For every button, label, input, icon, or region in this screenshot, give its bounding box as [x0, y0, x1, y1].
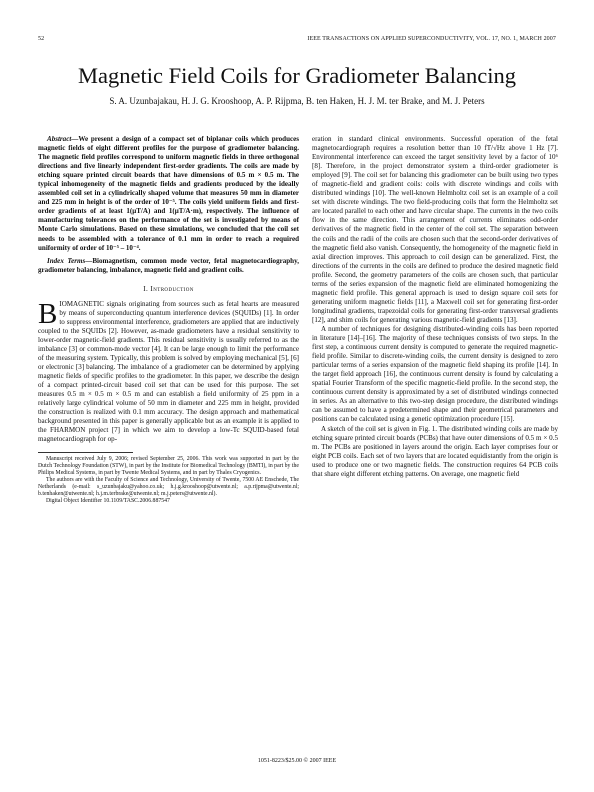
intro-paragraph-1-text: IOMAGNETIC signals originating from sources such as fetal hearts are measured by means of superconducting quantum interference devices (SQUIDs) [1]. In order to suppress environmental interference, gradiometers are applied that are inductively coupled to the SQUIDs [2]. However, as-made gradiometers have a residual sensitivity to lower-order magnetic-field gradients. This residual sensitivity is usually referred to as the imbalance [3] or common-mode vector [4]. It can be large enough to limit the performance of the measuring system. Typically, this problem is solved by employing mechanical [5], [6] or electronic [3] balancing. The imbalance of a gradiometer can be determined by applying magnetic fields of specific profiles to the gradiometer. In this paper, we describe the design of a compact printed-circuit based coil set that can be used for this purpose. The set measures 0.5 m × 0.5 m × 0.5 m and can establish a field uniformity of 25 ppm in a relatively large cylindrical volume of 50 mm in diameter and 225 mm in height, provided the construction is realized with 0.1 mm accuracy. The design approach and mathematical background presented in this paper is generally applicable but as an example it is applied to the FHARMON project [7] in which we aim to develop a low-Tc SQUID-based fetal magnetocardiograph for op-	[38, 299, 299, 444]
footnote-affiliation: The authors are with the Faculty of Science and Technology, University of Twente, 7500 AE Enschede, The Netherlands (e-mail: s_uzunbajaku@yahoo.co.uk; h.j.g.krooshoop@utwente.nl; a.p.rijpma@utwente.nl; b.tenhaken@utwente.nl; h.j.m.terbrake@utwente.nl; m.j.peters@utwente.nl).	[38, 476, 299, 497]
right-column	[312, 135, 558, 479]
right-paragraph-3: A sketch of the coil set is given in Fig. 1. The distributed winding coils are made by etching square printed circuit boards (PCBs) that have outer dimensions of 0.5 m × 0.5 m. The PCBs are positioned in layers around the origin. Each layer comprises four or eight PCB coils. Each set of two layers that are located equidistantly from the origin is used to produce one or two magnetic fields. The construction requires 64 PCB coils that share eight different etching patterns. On average, one magnetic field	[312, 424, 558, 478]
section-heading-introduction: I. Introduction	[143, 284, 194, 293]
author-list: S. A. Uzunbajakau, H. J. G. Krooshoop, A. P. Rijpma, B. ten Haken, H. J. M. ter Brake, and M. J. Peters	[109, 96, 485, 106]
left-column	[38, 135, 299, 505]
right-paragraph-2: A number of techniques for designing distributed-winding coils has been reported in literature [14]–[16]. The majority of these techniques consists of two steps. In the first step, a continuous current density is computed to generate the required magnetic-field profile. Similar to discrete-winding coils, the current density is designed to zero particular terms of a series expansion of the magnetic field shaping its profile [14]. In the target field approach [16], the continuous current density is found by calculating a spatial Fourier Transform of the specific magnetic-field profile. In the second step, the continuous current density is approximated by a set of distributed windings connected in series. As an alternative to this two-step design procedure, the distributed windings can be assumed to have a predetermined shape and their geometrical parameters and positions can be calculated using a genetic optimization procedure [15].	[312, 324, 558, 424]
index-terms-text: —Biomagnetism, common mode vector, fetal magnetocardiography, gradiometer balancing, imbalance, magnetic field and gradient coils.	[38, 256, 299, 274]
copyright-line: 1051-8223/$25.00 © 2007 IEEE	[257, 758, 337, 764]
journal-header: IEEE TRANSACTIONS ON APPLIED SUPERCONDUCTIVITY, VOL. 17, NO. 1, MARCH 2007	[307, 36, 556, 42]
footnote-manuscript: Manuscript received July 9, 2006; revised September 25, 2006. This work was supported in part by the Dutch Technology Foundation (STW), in part by the Institute for Biomedical Technology (BMTI), in part by the Philips Medical Systems, in part by Twente Medical Systems, and in part by Thales Cryogenics.	[38, 455, 299, 476]
intro-paragraph-1	[38, 297, 299, 445]
abstract-text: —We present a design of a compact set of biplanar coils which produces magnetic fields of eight different profiles for the purpose of gradiometer balancing. The magnetic field profiles correspond to uniform magnetic fields in three orthogonal directions and five linearly independent first-order gradients. The coils are made by etching square printed circuit boards that have dimensions of 0.5 m × 0.5 m. The typical inhomogeneity of the magnetic fields and gradients produced by the ideally assembled coil set in a cylindrically shaped volume that measures 50 mm in diameter and 225 mm in height is of the order of 10⁻⁵. The coils yield uniform fields and first-order gradients of at least 1(μT/A) and 1(μT/A·m), respectively. The influence of manufacturing tolerances on the performance of the set is investigated by means of Monte Carlo simulations. Based on these simulations, we concluded that the coil set needs to be assembled with a tolerance of 0.1 mm in order to reach a required uniformity of order of 10⁻⁵ – 10⁻⁴.	[38, 135, 299, 252]
abstract	[38, 135, 299, 253]
running-header	[38, 36, 556, 46]
footnotes	[38, 456, 299, 506]
page-number: 52	[38, 36, 45, 42]
drop-cap: B	[38, 297, 58, 330]
index-terms	[38, 257, 299, 275]
abstract-label: Abstract	[47, 135, 72, 143]
right-paragraph-1: eration in standard clinical environments. Successful operation of the fetal magnetocardiograph requires a resolution better than 10 fT/√Hz above 1 Hz [7]. Environmental interference can exceed the target sensitivity level by a factor of 10⁶ [8]. Therefore, in the project demonstrator system a third-order gradiometer is employed [9]. The coil set for balancing this gradiometer can be built using two types of magnetic-field and gradient coils: coils with discrete windings and coils with distributed windings [10]. The well-known Helmholtz coil set is an example of a coil set with discrete windings. The two field-producing coils that form the Helmholtz set are located parallel to each other and have circular shape. The currents in the two coils flow in the same direction. This arrangement of currents eliminates odd-order derivatives of the magnetic field in the center of the coil set. The separation between the coils and the radii of the coils are chosen such that the second-order derivatives of the magnetic field also vanish. Consequently, the homogeneity of the magnetic field in axial direction improves. This approach to coil design can be generalized. First, the directions of the currents in the coils are defined to produce the desired magnetic field profile. Second, the geometry parameters of the coils are chosen such, that particular terms of the series expansion of the magnetic field are eliminated homogenizing the magnetic field profile. This general approach is used to design square coil sets for generating uniform magnetic fields [11], a Maxwell coil set for generating first-order longitudinal gradients, trapezoidal coils for generating first-order transversal gradients [12], and shim coils for generating various magnetic-field gradients [13].	[312, 135, 558, 324]
footnote-doi: Digital Object Identifier 10.1109/TASC.2006.887547	[46, 498, 170, 505]
paper-title: Magnetic Field Coils for Gradiometer Balancing	[77, 63, 516, 88]
index-terms-label: Index Terms	[47, 256, 86, 265]
